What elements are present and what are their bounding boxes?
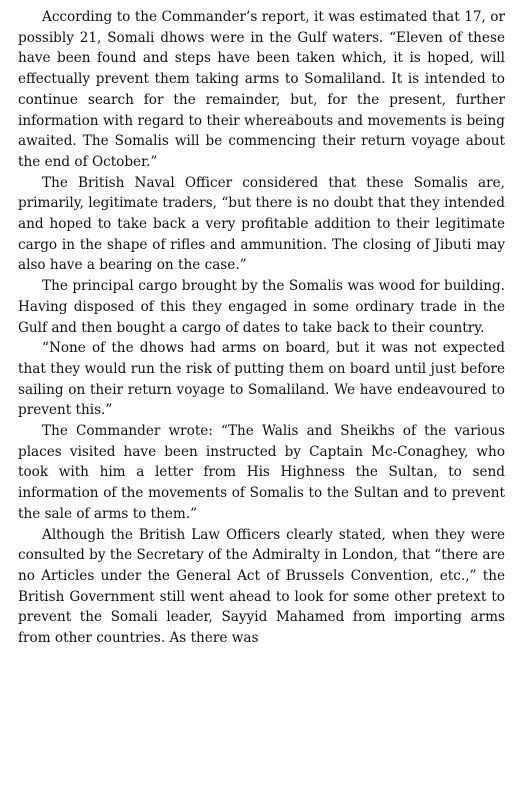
paragraph-naval-officer: The British Naval Officer considered that these Somalis are, primarily, legitimate traders, “but there is no doubt that they intended and hoped to take back a very profitable addition to their legitimate cargo in the shape of rifles and ammunition. The closing of Jibuti may also have a bearing on the case.” xyxy=(18,174,505,274)
paragraph-no-arms-on-board: “None of the dhows had arms on board, but it was not expected that they would run the risk of putting them on board until just before sailing on their return voyage to Somaliland. We have endeavoured to prevent this.” xyxy=(18,340,505,419)
paragraph-principal-cargo: The principal cargo brought by the Somalis was wood for building. Having disposed of this they engaged in some ordinary trade in the Gulf and then bought a cargo of dates to take back to their country. xyxy=(18,278,505,336)
paragraph-commander-wrote: The Commander wrote: “The Walis and Sheikhs of the various places visited have been instructed by Captain Mc-Conaghey, who took with him a letter from His Highness the Sultan, to send information of the movements of Somalis to the Sultan and to prevent the sale of arms to them.” xyxy=(18,423,505,522)
text-column xyxy=(18,7,505,649)
paragraph-law-officers: Although the British Law Officers clearly stated, when they were consulted by the Secretary of the Admiralty in London, that “there are no Articles under the General Act of Brussels Convention, etc.,” the British Government still went ahead to look for some other pretext to prevent the Somali leader, Sayyid Mahamed from importing arms from other countries. As there was xyxy=(18,526,505,647)
paragraph-commander-report: According to the Commander’s report, it was estimated that 17, or possibly 21, Somali dhows were in the Gulf waters. “Eleven of these have been found and steps have been taken which, it is hoped, will effectually prevent them taking arms to Somaliland. It is intended to continue search for the remainder, but, for the present, further information with regard to their whereabouts and movements is being awaited. The Somalis will be commencing their return voyage about the end of October.” xyxy=(18,9,505,170)
